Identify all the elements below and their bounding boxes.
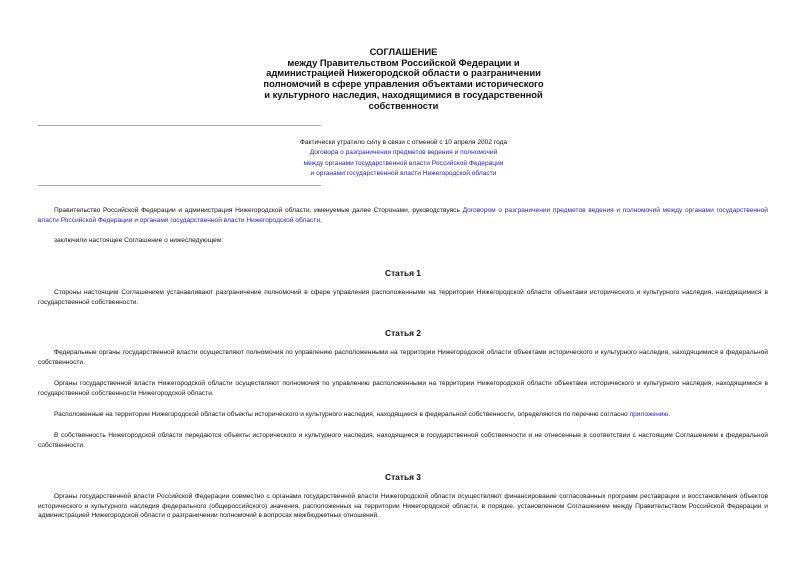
article-2-paragraph-2: Органы государственной власти Нижегородской области осуществляют полномочия по управлению расположенными на территории Нижегородской области объектами исторического и культурного наследия, находящимися в государственной собственности Нижегородской области. — [38, 380, 768, 397]
treaty-link[interactable]: Договором о разграничении предметов ведения и полномочий между органами государственной власти Российской Федерации и органами государственной власти Нижегородской области — [38, 207, 768, 224]
preamble-tail: , — [320, 216, 322, 224]
article-3-paragraph: Органы государственной власти Российской Федерации совместно с органами государственной власти Нижегородской области осуществляют финансирование согласованных программ реставрации и восстановления объектов исторического и культурного наследия федерального (общероссийского) значения, расположенных на территории Нижегородской области, в порядке, установленном Соглашением между Правительством Российской Федерации и администрацией Нижегородской области о разграничении полномочий в вопросах межбюджетных отношений. — [38, 493, 768, 520]
article-2-paragraph-1: Федеральные органы государственной власти осуществляют полномочия по управлению расположенными на территории Нижегородской области объектами исторического и культурного наследия, находящимися в федеральной собственности. — [38, 349, 768, 366]
document-title — [150, 47, 657, 111]
article-2-paragraph-3-text: Расположенные на территории Нижегородской области объекты исторического и культурного наследия, находящиеся в федеральной собственности, определяются по перечню согласно — [54, 411, 630, 418]
divider-top — [38, 125, 321, 126]
status-note-text: Фактически утратило силу в связи с отменой с 10 апреля 2002 года — [299, 139, 508, 146]
status-note — [150, 138, 657, 179]
agreed-paragraph: заключили настоящее Соглашение о нижеследующем: — [54, 237, 224, 244]
repeal-document-link[interactable]: и органами государственной власти Нижегородской области — [310, 169, 497, 177]
article-2-paragraph-3 — [38, 410, 768, 420]
article-3-heading: Статья 3 — [385, 472, 421, 482]
title-line: и культурного наследия, находящимися в государственной — [264, 88, 543, 100]
article-1-paragraph: Стороны настоящим Соглашением устанавливают разграничение полномочий в сфере управления расположенными на территории Нижегородской области объектами исторического и культурного наследия, находящимися в государственной собственности. — [38, 289, 768, 306]
title-line: между Правительством Российской Федерации и — [287, 56, 520, 68]
title-line: полномочий в сфере управления объектами исторического — [263, 78, 544, 90]
article-2-paragraph-3-tail: . — [668, 411, 671, 418]
title-line: администрацией Нижегородской области о разграничении — [266, 67, 541, 79]
appendix-link[interactable]: приложению — [629, 411, 669, 418]
title-line: СОГЛАШЕНИЕ — [369, 46, 438, 57]
title-line: собственности — [368, 99, 439, 111]
article-2-heading: Статья 2 — [385, 328, 421, 338]
repeal-document-link[interactable]: Договора о разграничении предметов ведения и полномочий — [309, 149, 498, 157]
divider-bottom — [38, 185, 321, 186]
article-2-paragraph-4: В собственность Нижегородской области передаются объекты исторического и культурного наследия, находящиеся в государственной собственности и не отнесенные в соответствии с настоящим Соглашением к федеральной собственности. — [38, 432, 768, 449]
article-1-heading: Статья 1 — [385, 268, 421, 278]
preamble-paragraph — [38, 206, 768, 225]
preamble-text: Правительство Российской Федерации и администрация Нижегородской области, именуемые далее Сторонами, руководствуясь — [54, 207, 463, 214]
repeal-document-link[interactable]: между органами государственной власти Российской Федерации — [303, 159, 504, 167]
